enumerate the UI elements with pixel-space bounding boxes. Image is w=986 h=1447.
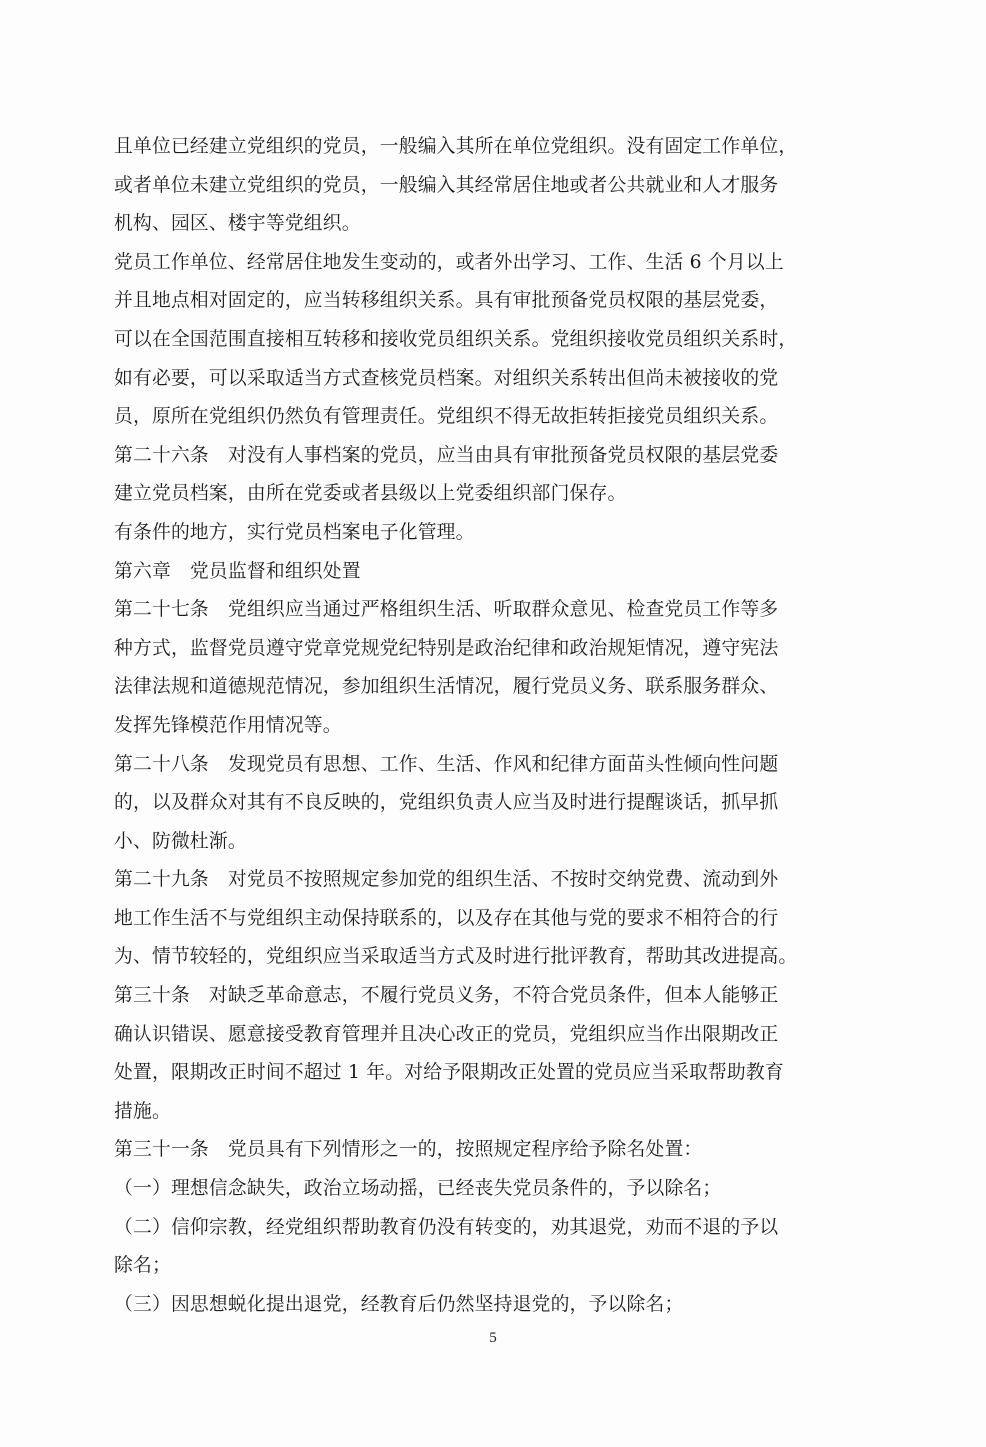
text-line: 可以在全国范围直接相互转移和接收党员组织关系。党组织接收党员组织关系时， [114,328,798,350]
chapter-heading: 第六章 党员监督和组织处置 [114,560,361,582]
text-line: 地工作生活不与党组织主动保持联系的，以及存在其他与党的要求不相符合的行 [114,907,779,929]
list-item: （一）理想信念缺失，政治立场动摇，已经丧失党员条件的，予以除名； [114,1178,722,1200]
text-line: 措施。 [114,1100,171,1122]
text-line: 如有必要，可以采取适当方式查核党员档案。对组织关系转出但尚未被接收的党 [114,367,779,389]
text-line: 法律法规和道德规范情况，参加组织生活情况，履行党员义务、联系服务群众、 [114,676,779,698]
text-line: 种方式，监督党员遵守党章党规党纪特别是政治纪律和政治规矩情况，遵守宪法 [114,637,779,659]
text-line: 员，原所在党组织仍然负有管理责任。党组织不得无故拒转拒接党员组织关系。 [114,406,779,428]
text-line: 建立党员档案，由所在党委或者县级以上党委组织部门保存。 [114,483,627,505]
text-line: 除名； [114,1255,171,1277]
text-line: 的，以及群众对其有不良反映的，党组织负责人应当及时进行提醒谈话，抓早抓 [114,792,779,814]
document-body [114,128,844,1324]
article-26-line: 第二十六条 对没有人事档案的党员，应当由具有审批预备党员权限的基层党委 [114,444,779,466]
text-line: 或者单位未建立党组织的党员，一般编入其经常居住地或者公共就业和人才服务 [114,174,779,196]
article-27-line: 第二十七条 党组织应当通过严格组织生活、听取群众意见、检查党员工作等多 [114,599,779,621]
text-line: 处置，限期改正时间不超过 1 年。对给予限期改正处置的党员应当采取帮助教育 [114,1062,784,1084]
text-line: 小、防微杜渐。 [114,830,247,852]
text-line: 且单位已经建立党组织的党员，一般编入其所在单位党组织。没有固定工作单位， [114,136,798,157]
text-line: 党员工作单位、经常居住地发生变动的，或者外出学习、工作、生活 6 个月以上 [114,251,784,273]
text-line: 有条件的地方，实行党员档案电子化管理。 [114,521,475,543]
article-29-line: 第二十九条 对党员不按照规定参加党的组织生活、不按时交纳党费、流动到外 [114,869,779,891]
article-28-line: 第二十八条 发现党员有思想、工作、生活、作风和纪律方面苗头性倾向性问题 [114,753,779,775]
text-line: 并且地点相对固定的，应当转移组织关系。具有审批预备党员权限的基层党委， [114,290,779,312]
text-line: 机构、园区、楼宇等党组织。 [114,213,361,235]
text-line: 确认识错误、愿意接受教育管理并且决心改正的党员，党组织应当作出限期改正 [114,1023,779,1045]
text-line: 为、情节较轻的，党组织应当采取适当方式及时进行批评教育，帮助其改进提高。 [114,946,798,968]
list-item: （二）信仰宗教，经党组织帮助教育仍没有转变的，劝其退党，劝而不退的予以 [114,1216,779,1238]
article-31-line: 第三十一条 党员具有下列情形之一的，按照规定程序给予除名处置： [114,1139,703,1161]
text-line: 发挥先锋模范作用情况等。 [114,714,342,736]
article-30-line: 第三十条 对缺乏革命意志，不履行党员义务，不符合党员条件，但本人能够正 [114,985,779,1007]
list-item: （三）因思想蜕化提出退党，经教育后仍然坚持退党的，予以除名； [114,1293,684,1315]
page-number: 5 [489,1330,497,1346]
